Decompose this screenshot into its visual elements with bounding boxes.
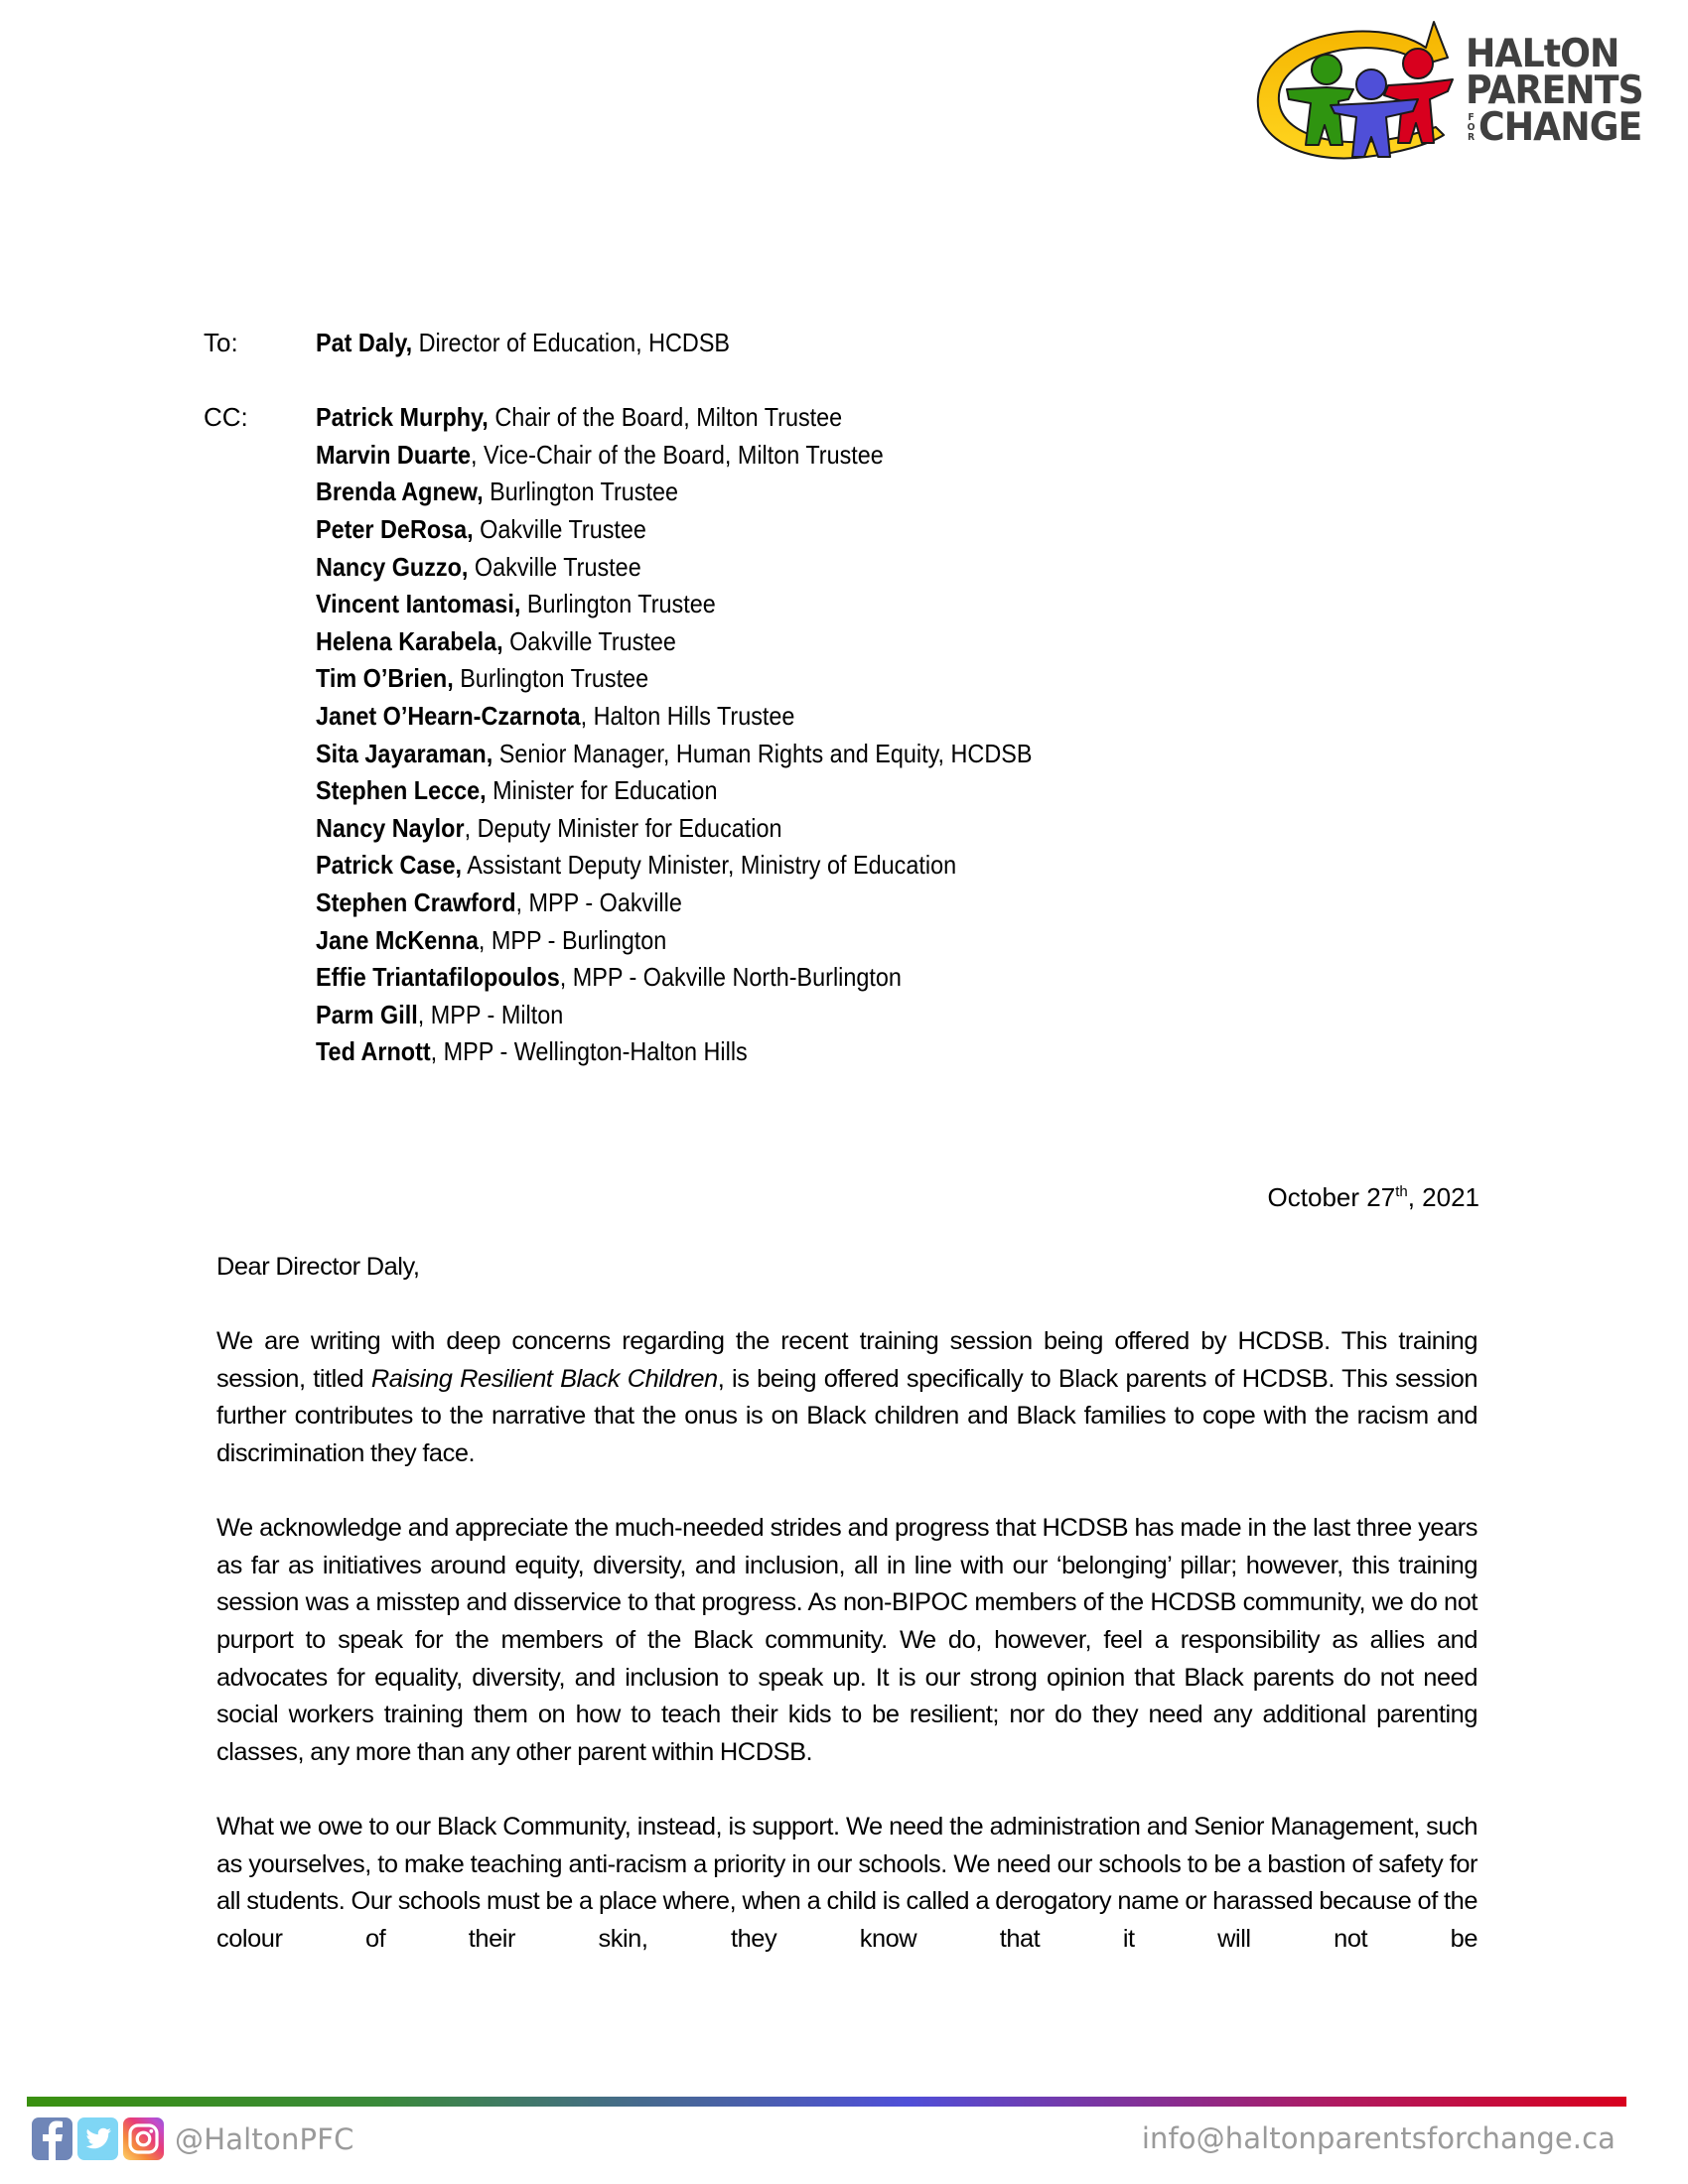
cc-row bbox=[204, 399, 1112, 1071]
logo-line-halton: HALtON bbox=[1466, 32, 1619, 76]
cc-recipient bbox=[316, 698, 1112, 736]
recipient-title: , MPP - Oakville bbox=[515, 887, 682, 917]
cc-recipient bbox=[316, 959, 1112, 997]
twitter-icon[interactable] bbox=[77, 2117, 118, 2160]
recipient-title: Director of Education, HCDSB bbox=[412, 328, 731, 357]
cc-recipient bbox=[316, 399, 1112, 437]
recipient-title: , Deputy Minister for Education bbox=[464, 812, 782, 843]
to-row bbox=[204, 325, 1112, 362]
recipient-name: Pat Daly, bbox=[316, 328, 413, 357]
training-session-title: Raising Resilient Black Children bbox=[370, 1364, 718, 1393]
social-handle[interactable]: @HaltonPFC bbox=[175, 2121, 354, 2156]
recipient-name: Helena Karabela, bbox=[316, 625, 503, 656]
cc-recipient bbox=[316, 772, 1112, 810]
recipient-name: Nancy Guzzo, bbox=[316, 551, 469, 582]
cc-label: CC: bbox=[204, 402, 248, 433]
recipient-title: Oakville Trustee bbox=[473, 513, 646, 544]
cc-recipient bbox=[316, 549, 1112, 587]
cc-recipient bbox=[316, 660, 1112, 698]
recipient-title: Chair of the Board, Milton Trustee bbox=[488, 402, 843, 433]
recipient-name: Nancy Naylor bbox=[316, 812, 465, 843]
recipient-title: , MPP - Burlington bbox=[478, 924, 667, 955]
recipient-name: Stephen Lecce, bbox=[316, 775, 487, 806]
recipient-title: , MPP - Wellington-Halton Hills bbox=[430, 1036, 748, 1067]
cc-recipient bbox=[316, 736, 1112, 773]
recipient-title: Oakville Trustee bbox=[468, 551, 641, 582]
footer-gradient-bar bbox=[27, 2097, 1626, 2107]
recipient-title: Assistant Deputy Minister, Ministry of Education bbox=[461, 850, 957, 881]
letter-date: October 27th, 2021 bbox=[1267, 1182, 1479, 1212]
recipient-name: Marvin Duarte bbox=[316, 439, 472, 470]
logo-change-text: CHANGE bbox=[1478, 105, 1642, 150]
recipient-title: Senior Manager, Human Rights and Equity, HCDSB bbox=[492, 738, 1033, 768]
paragraph-1: We are writing with deep concerns regarding the recent training session being offered by HCDSB. This training session, titled Raising Resilient Black Children, is being offered specifically to Black parents of HCDSB. This session further contributes to the narrative that the onus is on Black children and Black families to cope with the racism and discrimination they face. bbox=[216, 1327, 1478, 1467]
recipient-title: Burlington Trustee bbox=[483, 477, 679, 507]
recipient-title: Minister for Education bbox=[486, 775, 718, 806]
address-block bbox=[204, 325, 1112, 1071]
recipient-name: Ted Arnott bbox=[316, 1036, 431, 1067]
recipient-name: Brenda Agnew, bbox=[316, 477, 484, 507]
cc-recipient bbox=[316, 1033, 1112, 1071]
cc-recipient bbox=[316, 511, 1112, 549]
cc-recipient bbox=[316, 997, 1112, 1034]
to-label: To: bbox=[204, 328, 238, 357]
cc-recipient bbox=[316, 437, 1112, 475]
cc-recipient bbox=[316, 586, 1112, 623]
recipient-name: Peter DeRosa, bbox=[316, 513, 474, 544]
cc-recipient bbox=[316, 474, 1112, 511]
recipient-name: Vincent Iantomasi, bbox=[316, 589, 521, 619]
recipient-name: Patrick Case, bbox=[316, 850, 462, 881]
social-links bbox=[32, 2117, 354, 2160]
cc-recipient bbox=[316, 623, 1112, 661]
recipient-name: Tim O’Brien, bbox=[316, 663, 454, 694]
recipient-name: Patrick Murphy, bbox=[316, 402, 489, 433]
cc-recipient bbox=[316, 847, 1112, 885]
contact-email-link[interactable]: info@haltonparentsforchange.ca bbox=[1141, 2121, 1616, 2155]
letter-body bbox=[216, 1249, 1477, 1958]
recipient-name: Janet O’Hearn-Czarnota bbox=[316, 700, 581, 731]
recipient-title: Burlington Trustee bbox=[520, 589, 716, 619]
recipient-title: , MPP - Milton bbox=[417, 999, 564, 1029]
salutation: Dear Director Daly, bbox=[216, 1253, 420, 1281]
recipient-title: , Halton Hills Trustee bbox=[580, 700, 795, 731]
recipient-title: Oakville Trustee bbox=[502, 625, 676, 656]
instagram-icon[interactable] bbox=[123, 2117, 164, 2160]
recipient-name: Sita Jayaraman, bbox=[316, 738, 493, 768]
recipient-name: Effie Triantafilopoulos bbox=[316, 962, 560, 993]
to-recipient bbox=[316, 325, 730, 362]
logo-mark-icon bbox=[1249, 8, 1468, 167]
logo-line-parents: PARENTS bbox=[1466, 68, 1643, 113]
paragraph-3: What we owe to our Black Community, instead, is support. We need the administration and Senior Management, such as yourselves, to make teaching anti-racism a priority in our schools. We need our schools to be a bastion of safety for all students. Our schools must be a place where, when a child is called a derogatory name or harassed because of the colour of their skin, they know that it will not be bbox=[216, 1812, 1477, 1953]
halton-parents-for-change-logo bbox=[1249, 8, 1666, 167]
date-ordinal-suffix: th bbox=[1395, 1183, 1408, 1200]
recipient-title: , Vice-Chair of the Board, Milton Trustee bbox=[471, 439, 884, 470]
logo-line-change bbox=[1466, 105, 1643, 150]
cc-recipient bbox=[316, 810, 1112, 848]
recipient-name: Stephen Crawford bbox=[316, 887, 516, 917]
cc-recipient bbox=[316, 922, 1112, 960]
cc-list bbox=[316, 399, 1112, 1071]
recipient-name: Jane McKenna bbox=[316, 924, 479, 955]
cc-recipient bbox=[316, 885, 1112, 922]
footer bbox=[32, 2117, 1616, 2163]
recipient-title: Burlington Trustee bbox=[453, 663, 649, 694]
facebook-icon[interactable] bbox=[32, 2117, 72, 2160]
recipient-title: , MPP - Oakville North-Burlington bbox=[559, 962, 902, 993]
logo-wordmark bbox=[1466, 32, 1656, 150]
paragraph-2: We acknowledge and appreciate the much-needed strides and progress that HCDSB has made in the last three years as far as initiatives around equity, diversity, and inclusion, all in line with our ‘belonging’ pillar; however, this training session was a misstep and disservice to that progress. As non-BIPOC members of the HCDSB community, we do not purport to speak for the members of the Black community. We do, however, feel a responsibility as allies and advocates for equality, diversity, and inclusion to speak up. It is our strong opinion that Black parents do not need social workers training them on how to teach their kids to be resilient; nor do they need any additional parenting classes, any more than any other parent within HCDSB. bbox=[216, 1514, 1477, 1766]
logo-for-stack: F O R bbox=[1467, 112, 1476, 143]
recipient-name: Parm Gill bbox=[316, 999, 418, 1029]
